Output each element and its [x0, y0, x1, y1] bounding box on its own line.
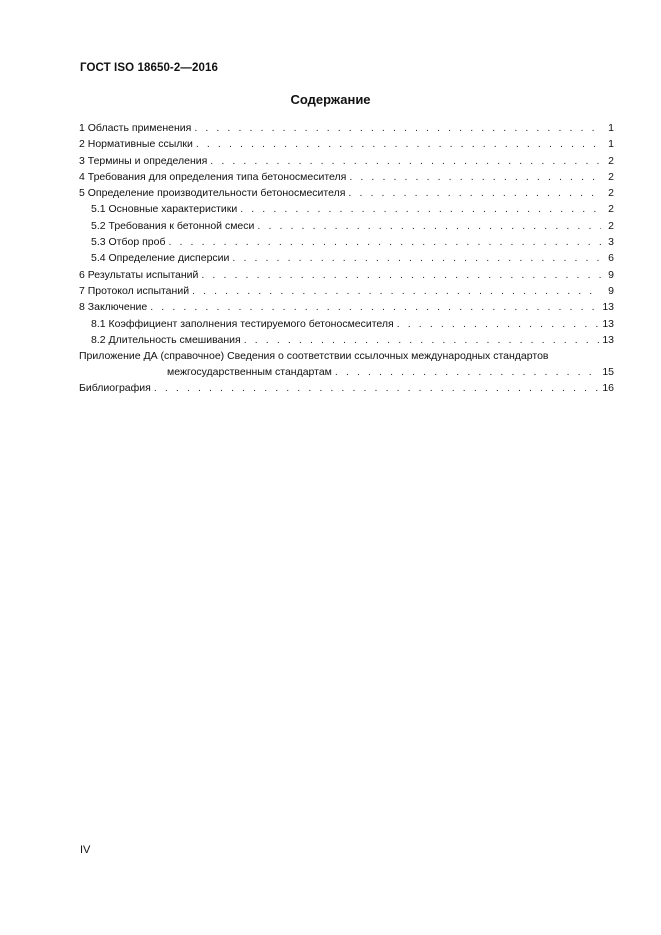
toc-leader-dots — [397, 316, 600, 332]
toc-entries — [79, 120, 614, 348]
toc-entry[interactable] — [79, 332, 614, 348]
toc-entry[interactable] — [79, 201, 614, 217]
toc-entry-appendix-line2 — [79, 364, 614, 380]
toc-entry[interactable] — [79, 185, 614, 201]
toc-entry-bibliography[interactable] — [79, 380, 614, 396]
toc-entry-page: 1 — [608, 138, 614, 151]
toc-entry-title: 2 Нормативные ссылки — [79, 138, 193, 151]
toc-entry[interactable] — [79, 283, 614, 299]
toc-entry-title: межгосударственным стандартам — [167, 366, 332, 379]
toc-entry-title: 5.1 Основные характеристики — [91, 203, 238, 216]
toc-entry-appendix[interactable] — [79, 348, 614, 380]
toc-entry-page: 2 — [608, 203, 614, 216]
toc-leader-dots — [168, 234, 601, 250]
toc-entry-page: 13 — [602, 317, 614, 330]
toc-entry[interactable] — [79, 136, 614, 152]
toc-leader-dots — [240, 201, 601, 217]
toc-entry-page: 6 — [608, 252, 614, 265]
toc-entry[interactable] — [79, 250, 614, 266]
toc-leader-dots — [349, 169, 601, 185]
toc-entry[interactable] — [79, 153, 614, 169]
toc-entry-page: 2 — [608, 187, 614, 200]
toc-entry[interactable] — [79, 218, 614, 234]
toc-entry-title: 3 Термины и определения — [79, 154, 208, 167]
toc-entry-page: 2 — [608, 170, 614, 183]
toc-leader-dots — [210, 153, 601, 169]
toc-entry[interactable] — [79, 120, 614, 136]
toc-entry-appendix-line1: Приложение ДА (справочное) Сведения о соответствии ссылочных международных стандартов — [79, 350, 549, 363]
toc-leader-dots — [196, 136, 601, 152]
toc-entry-page: 16 — [602, 382, 614, 395]
toc-entry-page: 9 — [608, 268, 614, 281]
toc-entry-page: 15 — [602, 366, 614, 379]
toc-leader-dots — [192, 283, 601, 299]
toc-entry-title: 5.4 Определение дисперсии — [91, 252, 230, 265]
toc-entry-page: 13 — [602, 301, 614, 314]
toc-leader-dots — [194, 120, 601, 136]
document-id: ГОСТ ISO 18650-2—2016 — [80, 62, 218, 74]
toc-entry-title: 4 Требования для определения типа бетоносмесителя — [79, 170, 347, 183]
toc-entry-page: 3 — [608, 236, 614, 249]
toc-entry-title: 7 Протокол испытаний — [79, 284, 190, 297]
toc-entry-title: 8.2 Длительность смешивания — [91, 333, 241, 346]
toc-entry-title: 5.3 Отбор проб — [91, 236, 166, 249]
toc-entry[interactable] — [79, 316, 614, 332]
toc-entry-title: Библиография — [79, 382, 151, 395]
page-number: IV — [80, 844, 91, 856]
table-of-contents — [79, 120, 614, 397]
toc-entry-page: 13 — [602, 333, 614, 346]
toc-entry-title: 6 Результаты испытаний — [79, 268, 199, 281]
toc-heading: Содержание — [290, 92, 371, 107]
toc-entry-title: 8.1 Коэффициент заполнения тестируемого бетоносмесителя — [91, 317, 394, 330]
toc-leader-dots — [150, 299, 599, 315]
toc-entry-title: 8 Заключение — [79, 301, 148, 314]
toc-entry-title: 1 Область применения — [79, 122, 192, 134]
toc-leader-dots — [201, 267, 601, 283]
toc-entry-page: 2 — [608, 219, 614, 232]
toc-entry[interactable] — [79, 299, 614, 315]
toc-entry-title: 5.2 Требования к бетонной смеси — [91, 219, 255, 232]
toc-entry-page: 2 — [608, 154, 614, 167]
toc-leader-dots — [154, 380, 599, 396]
toc-entry-title: 5 Определение производительности бетоносмесителя — [79, 187, 346, 200]
toc-entry[interactable] — [79, 169, 614, 185]
toc-leader-dots — [257, 218, 601, 234]
toc-leader-dots — [335, 364, 599, 380]
toc-entry-page: 9 — [608, 284, 614, 297]
toc-entry[interactable] — [79, 234, 614, 250]
toc-leader-dots — [244, 332, 600, 348]
toc-leader-dots — [232, 250, 601, 266]
toc-entry-page: 1 — [608, 122, 614, 134]
toc-leader-dots — [348, 185, 601, 201]
toc-entry[interactable] — [79, 267, 614, 283]
